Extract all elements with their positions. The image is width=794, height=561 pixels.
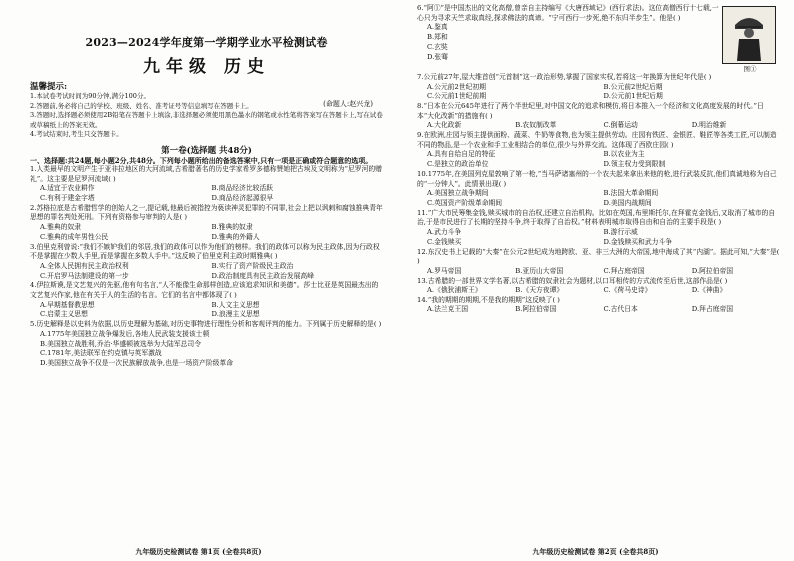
answer-option: C.金钱赎买: [427, 237, 462, 246]
question-with-figure: [417, 4, 780, 73]
answer-option: D.张骞: [427, 52, 448, 61]
answer-option: D.雅典的外籍人: [211, 232, 260, 241]
part-title: 第一卷(选择题 共48分): [161, 145, 252, 156]
answer-option: A.公元前2世纪初期: [427, 82, 486, 91]
question-item: [417, 73, 780, 102]
question-options: [417, 305, 780, 315]
figure-caption: 图①: [743, 65, 757, 73]
question-item: [30, 165, 383, 204]
question-options: [417, 23, 722, 62]
question-item: [417, 296, 780, 315]
answer-option: B.《天方夜谭》: [515, 286, 564, 295]
answer-option: A.早期基督教思想: [40, 300, 95, 309]
question-stem: 14.“我的期期的期期,不是我的期期”这反映了( ): [417, 295, 560, 304]
grade-label: 九年级: [143, 57, 213, 77]
answer-option: A.罗马帝国: [427, 266, 462, 275]
question-stem: 5.历史解释是以史料为依据,以历史理解为基础,对历史事物进行理性分析和客观评判的能力。下列属于历史解释的是( ): [30, 320, 382, 329]
question-stem: 10.1775年,在美国列克星敦响了第一枪,“当马萨诸塞州的一个农夫起来拿出来他的枪,进行武装反抗,他们真诚地称为自己的“一分钟人”。此情景出现( ): [417, 169, 777, 188]
question-item: [30, 281, 383, 320]
answer-option: D.拜占庭帝国: [691, 305, 734, 314]
question-stem: 2.苏格拉底是古希腊哲学的创始人之一,提记载,他最后被指控为亵读神灵犯罪的不同罪,社会上把以讽刺和腐蚀推典青年思想的罪名判处死刑。下列有资格参与审判的人是( ): [30, 203, 383, 222]
figure-block: [722, 4, 780, 73]
answer-option: D.政治制度具有民主政治发展高峰: [211, 271, 315, 280]
answer-option: C.开启罗马法制建设的第一步: [40, 271, 129, 280]
question-item: [417, 209, 780, 248]
question-options: [30, 184, 383, 204]
question-stem: 13.古希腊的一部世界文学名著,以古希腊的奴隶社会为题材,以口耳相传的方式流传至后世,这部作品是( ): [417, 276, 728, 285]
answer-option: C.是独立的政治单位: [427, 160, 489, 169]
answer-option: A.雅典的奴隶: [40, 222, 82, 231]
question-stem: 6.“阿①”是中国杰出的文化高僧,曾亲自主持编写《大唐西域记》(西行求法)。这位高僧西行十七载,一心只为寻求天竺求取真经,探求佛法的真谛。“宁可西行一步死,绝不东归半步生”。他是( ): [417, 4, 719, 22]
answer-option: C.雅典的成年男性公民: [40, 232, 109, 241]
question-options: [30, 301, 383, 321]
notice-item: 4.考试结束时,考生只交答题卡。: [30, 130, 123, 138]
answer-option: B.阿拉伯帝国: [515, 305, 557, 314]
notice-item: 3.答题时,选择题必须使用2B铅笔在答题卡上填涂,非选择题必须使用黑色墨水的钢笔或水性笔将答案写在答题卡上,写在试卷或草稿纸上的答案无效。: [30, 111, 383, 129]
answer-option: B.实行了资产阶级民主政治: [211, 261, 294, 270]
answer-option: B.游行示威: [603, 227, 638, 236]
question-options: [417, 228, 780, 248]
answer-option: A.1775年美国独立战争爆发后,各地人民武装支援该士顿: [40, 329, 210, 338]
question-item: [30, 243, 383, 282]
answer-option: C.有利于建金字塔: [40, 193, 95, 202]
answer-option: B.雅典的奴隶: [211, 222, 253, 231]
question-list-right: [417, 4, 780, 315]
answer-option: D.明治维新: [691, 121, 727, 130]
question-options: [417, 121, 780, 131]
answer-option: D.公元前1世纪后期: [603, 92, 663, 101]
answer-option: A.武力斗争: [427, 227, 462, 236]
answer-option: D.商品经济起源很早: [211, 193, 274, 202]
question-stem: 1.人类最早的文明产生于亚非拉地区的大河流域,古希腊著名的历史学家希罗多德称赞她把古埃及文明称为“尼罗河的赠礼”。这主要是尼罗河流域( ): [30, 165, 382, 183]
answer-option: B.农奴制改革: [515, 121, 557, 130]
subject-label: 历史: [223, 57, 270, 77]
exam-title: 2023—2024学年度第一学期学业水平检测试卷: [85, 36, 328, 49]
page-footer-right: 九年级历史检测试卷 第2页 (全卷共8页): [532, 547, 659, 556]
answer-option: B.郑和: [427, 32, 448, 41]
question-stem: 11.“广大市民筹集金钱,赎买城市的自治权,还建立自治机构。比如在英国,布里斯托尔,在拜霍克金钱后,又取消了城市的自治,于是市民进行了长期的坚持斗争,终于取得了自治权。”材料表明城市取得自由和自治的主要手段是( ): [417, 208, 776, 227]
answer-option: C.倒幕运动: [603, 121, 638, 130]
question-body: [417, 4, 722, 73]
notice-heading: 温馨提示:: [30, 82, 68, 92]
answer-option: D.美国内战期间: [603, 198, 652, 207]
answer-option: A.具有自给自足的特征: [427, 150, 496, 159]
answer-option: D.阿拉伯帝国: [691, 266, 734, 275]
subject-line: [30, 52, 383, 77]
question-options: [417, 150, 780, 170]
answer-option: B.美国独立战胜利,乔治·华盛顿被选举为大陆军总司令: [40, 339, 202, 348]
question-list-left: [30, 165, 383, 369]
notice-item: 2.答题前,务必将自己的学校、班级、姓名、准考证号等信息填写在答题卡上。: [30, 101, 253, 110]
answer-option: C.公元前1世纪前期: [427, 92, 487, 101]
answer-option: D.《神曲》: [691, 286, 727, 295]
question-options: [417, 83, 780, 103]
answer-option: B.亚历山大帝国: [515, 266, 564, 275]
answer-option: A.美国独立战争期间: [427, 189, 489, 198]
answer-option: A.全体人民拥有民主政治权利: [40, 261, 129, 270]
answer-option: B.商品经济比较活跃: [211, 184, 274, 193]
page-2: [397, 0, 794, 561]
question-options: [30, 223, 383, 243]
answer-option: D.浪漫主义思想: [211, 310, 260, 319]
question-item: [417, 248, 780, 277]
question-stem: 4.伊拉斯谟,是文艺复兴的先驱,他有句名言,“人不能像生命那样创造,应该追求知识和美德”。莎士比亚是英国最杰出的文艺复兴作家,他在有关于人的生活的名言。它们的名言中都体现了( ): [30, 281, 379, 299]
question-options: [30, 262, 383, 282]
section-instructions: 一、选择题:共24题,每小题2分,共48分。下列每小题所给出的备选答案中,只有一项是正确或符合题意的选项。: [30, 155, 373, 165]
monk-portrait-image: [722, 6, 776, 64]
answer-option: B.公元前2世纪后期: [603, 82, 663, 91]
question-item: [30, 320, 383, 369]
answer-option: C.《荷马史诗》: [603, 286, 652, 295]
answer-option: B.人文主义思想: [211, 300, 260, 309]
answer-option: D.领主权力受到限制: [603, 160, 666, 169]
question-stem: 8.“日本在公元645年进行了两个半世纪里,对中国文化的追求和模仿,将日本推入一个经济和文化高度发展的时代。”日本“大化改新”的措施有( ): [417, 102, 764, 120]
question-stem: 12.东汉史书上记载的“大秦”在公元2世纪成为地跨欧、亚、非三大洲的大帝国,地中海成了其“内湖”。据此可知,“大秦”是( ): [417, 247, 780, 266]
answer-option: A.《俄狄浦斯王》: [427, 286, 482, 295]
question-item: [417, 170, 780, 209]
question-stem: 3.伯里克利曾说:“我们不嫉妒我们的邻居,我们的政体可以作为他们的榜样。我们的政体可以称为民主政体,因为行政权不是掌握在少数人手里,而是掌握在多数人手中。”这反映了伯里克利主政时期雅典( ): [30, 242, 380, 261]
answer-option: C.古代日本: [603, 305, 638, 314]
question-item: [417, 277, 780, 296]
author-credit: (命题人:赵兴龙): [323, 100, 373, 108]
answer-option: B.以农业为主: [603, 150, 645, 159]
question-item: [417, 131, 780, 170]
answer-option: A.鉴真: [427, 23, 448, 32]
question-item: [30, 204, 383, 243]
question-stem: 9.在欧洲,庄园与领主提供面粉、蔬菜、牛奶等食物,也为领主提供劳动。庄园有铁匠、金银匠、鞋匠等各类工匠,可以制造不同的物品,是一个农业和手工业相结合的单位,很少与外界交流。这体现了西欧庄园( ): [417, 131, 777, 149]
page-footer-left: 九年级历史检测试卷 第1页 (全卷共8页): [135, 547, 262, 556]
answer-option: A.法兰克王国: [427, 305, 469, 314]
question-options: [417, 267, 780, 277]
answer-option: A.适宜于农业耕作: [40, 184, 95, 193]
answer-option: C.拜占庭帝国: [603, 266, 645, 275]
answer-option: C.启蒙主义思想: [40, 310, 88, 319]
question-item: [417, 4, 780, 73]
notice-item: 1.本试卷考试时间为90分钟,满分100分。: [30, 92, 150, 100]
answer-option: C.玄奘: [427, 42, 448, 51]
question-options: [417, 286, 780, 296]
question-stem: 7.公元前27年,屋大维首创“元首制”这一政治形势,掌握了国家实权,若将这一年换算为世纪年代是( ): [417, 73, 712, 81]
answer-option: B.法国大革命期间: [603, 189, 659, 198]
question-options: [417, 189, 780, 209]
answer-option: A.大化政新: [427, 121, 462, 130]
question-item: [417, 102, 780, 131]
answer-option: C.1781年,美法联军在约克镇与英军激战: [40, 349, 162, 358]
answer-option: D.金钱赎买和武力斗争: [603, 237, 673, 246]
answer-option: C.英国资产阶级革命期间: [427, 198, 503, 207]
answer-option: D.美国独立战争不仅是一次民族解放战争,也是一场资产阶级革命: [40, 359, 234, 368]
question-options: [30, 330, 383, 369]
